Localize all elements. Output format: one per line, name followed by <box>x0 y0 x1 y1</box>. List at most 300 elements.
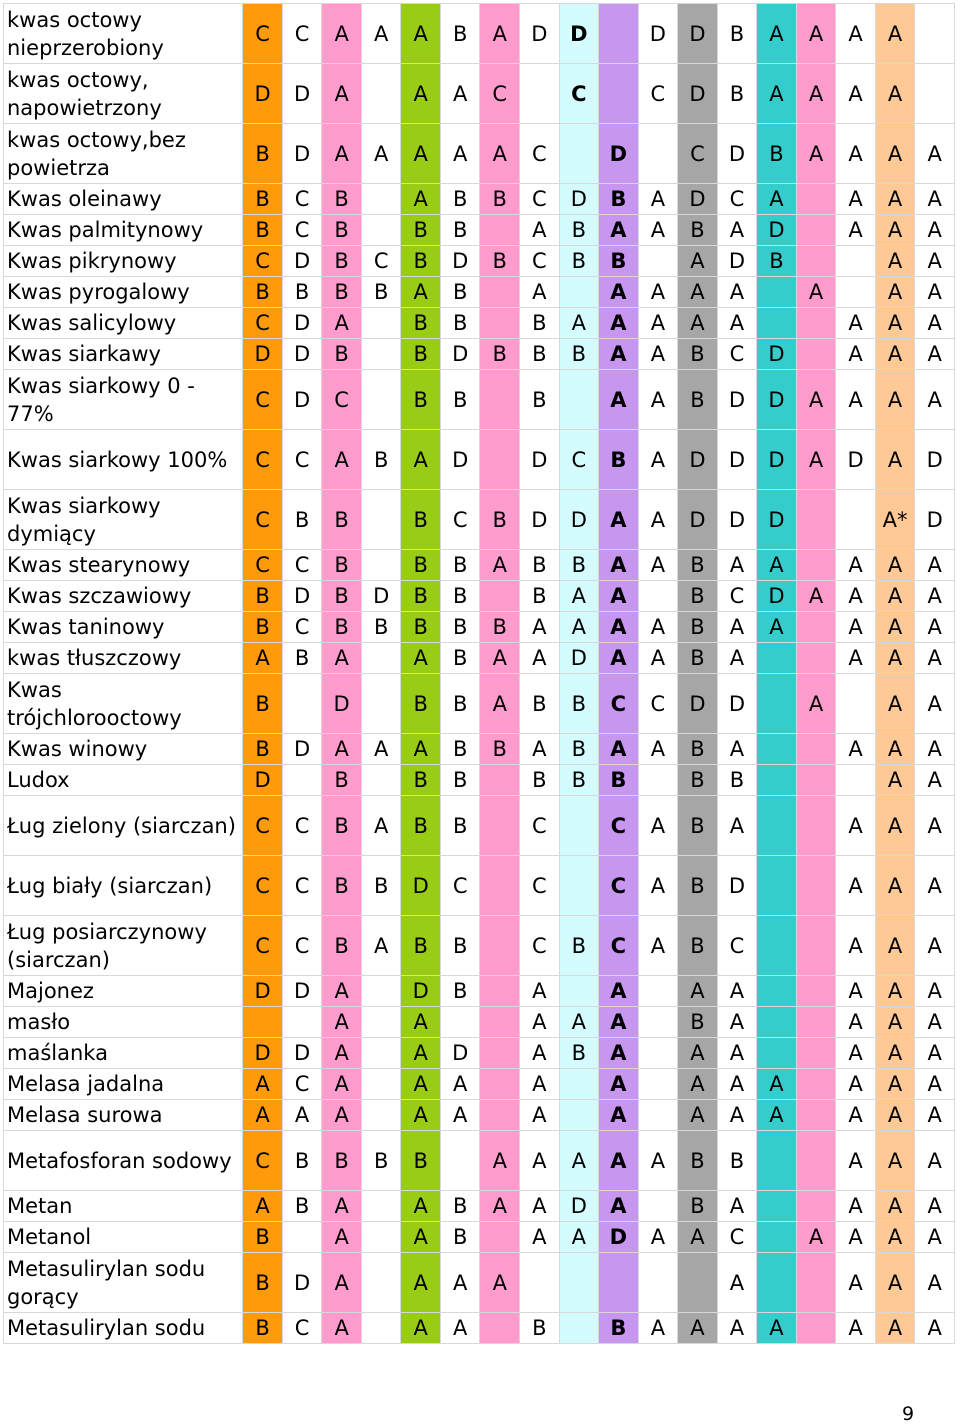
rating-cell: A <box>717 1038 757 1069</box>
rating-cell <box>559 1100 599 1131</box>
rating-cell: A <box>520 734 560 765</box>
rating-cell <box>440 1131 480 1191</box>
rating-cell: B <box>282 490 322 550</box>
rating-cell: A <box>875 124 915 184</box>
rating-cell: A <box>322 124 362 184</box>
rating-cell: A <box>638 1313 678 1344</box>
rating-cell <box>796 734 836 765</box>
rating-cell: B <box>282 643 322 674</box>
rating-cell: B <box>322 246 362 277</box>
rating-cell: B <box>322 215 362 246</box>
rating-cell: A <box>717 612 757 643</box>
rating-cell <box>757 796 797 856</box>
rating-cell: A <box>678 1069 718 1100</box>
rating-cell: A <box>401 430 441 490</box>
rating-cell: A <box>757 1069 797 1100</box>
rating-cell: A <box>559 1131 599 1191</box>
rating-cell: A <box>915 734 955 765</box>
rating-cell: A <box>796 370 836 430</box>
substance-name: kwas octowy nieprzerobiony <box>4 4 243 64</box>
rating-cell: A <box>875 64 915 124</box>
rating-cell <box>796 916 836 976</box>
rating-cell: A <box>520 1038 560 1069</box>
table-row <box>4 430 955 490</box>
rating-cell: C <box>243 370 283 430</box>
rating-cell: B <box>243 277 283 308</box>
rating-cell <box>638 1007 678 1038</box>
rating-cell: B <box>243 612 283 643</box>
rating-cell: B <box>520 581 560 612</box>
rating-cell: A <box>836 550 876 581</box>
rating-cell: A <box>322 976 362 1007</box>
rating-cell: B <box>717 64 757 124</box>
rating-cell: A* <box>875 490 915 550</box>
rating-cell: D <box>243 1038 283 1069</box>
rating-cell: A <box>796 674 836 734</box>
rating-cell: A <box>638 339 678 370</box>
rating-cell: A <box>322 643 362 674</box>
rating-cell: B <box>520 550 560 581</box>
substance-name: Ług biały (siarczan) <box>4 856 243 916</box>
rating-cell: B <box>243 581 283 612</box>
substance-name: kwas octowy, napowietrzony <box>4 64 243 124</box>
substance-name: Kwas palmitynowy <box>4 215 243 246</box>
rating-cell: C <box>520 246 560 277</box>
rating-cell <box>480 916 520 976</box>
rating-cell <box>361 1007 401 1038</box>
rating-cell: D <box>440 430 480 490</box>
rating-cell <box>757 1191 797 1222</box>
rating-cell: A <box>875 4 915 64</box>
rating-cell: D <box>559 643 599 674</box>
rating-cell: C <box>520 796 560 856</box>
rating-cell <box>361 550 401 581</box>
substance-name: Kwas siarkawy <box>4 339 243 370</box>
rating-cell: A <box>757 4 797 64</box>
substance-name: Kwas stearynowy <box>4 550 243 581</box>
rating-cell: A <box>836 184 876 215</box>
substance-name: masło <box>4 1007 243 1038</box>
substance-name: Metasulirylan sodu <box>4 1313 243 1344</box>
substance-name: Kwas salicylowy <box>4 308 243 339</box>
rating-cell: B <box>440 4 480 64</box>
rating-cell <box>599 1253 639 1313</box>
rating-cell <box>796 308 836 339</box>
rating-cell: A <box>599 1191 639 1222</box>
substance-name: kwas tłuszczowy <box>4 643 243 674</box>
rating-cell: A <box>638 184 678 215</box>
rating-cell: A <box>638 370 678 430</box>
rating-cell: A <box>401 1253 441 1313</box>
rating-cell: B <box>440 643 480 674</box>
rating-cell: A <box>440 1069 480 1100</box>
rating-cell: A <box>599 976 639 1007</box>
rating-cell <box>480 581 520 612</box>
rating-cell: B <box>282 1191 322 1222</box>
rating-cell: A <box>915 581 955 612</box>
rating-cell: B <box>440 1222 480 1253</box>
rating-cell: A <box>480 1131 520 1191</box>
rating-cell <box>480 1100 520 1131</box>
rating-cell: A <box>282 1100 322 1131</box>
rating-cell: C <box>322 370 362 430</box>
rating-cell: A <box>480 550 520 581</box>
rating-cell <box>757 765 797 796</box>
rating-cell <box>796 1100 836 1131</box>
substance-name: Ług posiarczynowy (siarczan) <box>4 916 243 976</box>
rating-cell: B <box>401 916 441 976</box>
rating-cell: A <box>322 1007 362 1038</box>
rating-cell: C <box>599 674 639 734</box>
rating-cell <box>361 976 401 1007</box>
rating-cell: B <box>520 308 560 339</box>
rating-cell: A <box>401 1038 441 1069</box>
rating-cell: B <box>440 215 480 246</box>
rating-cell: A <box>915 124 955 184</box>
rating-cell: D <box>717 370 757 430</box>
rating-cell: B <box>678 1191 718 1222</box>
rating-cell <box>638 1253 678 1313</box>
table-row <box>4 64 955 124</box>
rating-cell: B <box>440 734 480 765</box>
rating-cell: A <box>717 1007 757 1038</box>
rating-cell <box>796 215 836 246</box>
rating-cell <box>796 490 836 550</box>
rating-cell: A <box>559 308 599 339</box>
table-row <box>4 277 955 308</box>
rating-cell: A <box>836 370 876 430</box>
rating-cell: B <box>401 1131 441 1191</box>
rating-cell: B <box>401 581 441 612</box>
rating-cell: D <box>401 976 441 1007</box>
rating-cell: D <box>915 430 955 490</box>
rating-cell <box>361 215 401 246</box>
rating-cell: A <box>361 916 401 976</box>
rating-cell <box>796 1131 836 1191</box>
table-row <box>4 765 955 796</box>
rating-cell: C <box>559 64 599 124</box>
rating-cell: A <box>915 215 955 246</box>
rating-cell: A <box>717 796 757 856</box>
rating-cell <box>559 1253 599 1313</box>
rating-cell: A <box>599 612 639 643</box>
rating-cell: A <box>875 1007 915 1038</box>
rating-cell: A <box>796 277 836 308</box>
rating-cell: A <box>875 246 915 277</box>
rating-cell: B <box>322 550 362 581</box>
rating-cell: A <box>875 581 915 612</box>
rating-cell: A <box>836 916 876 976</box>
rating-cell: A <box>796 64 836 124</box>
rating-cell <box>559 124 599 184</box>
rating-cell: C <box>559 430 599 490</box>
table-row <box>4 1100 955 1131</box>
rating-cell: A <box>440 124 480 184</box>
rating-cell: A <box>401 734 441 765</box>
rating-cell: A <box>638 430 678 490</box>
rating-cell: A <box>717 976 757 1007</box>
rating-cell: A <box>717 215 757 246</box>
rating-cell <box>480 308 520 339</box>
rating-cell: B <box>440 976 480 1007</box>
rating-cell <box>757 1253 797 1313</box>
rating-cell: B <box>440 184 480 215</box>
rating-cell: A <box>638 550 678 581</box>
rating-cell: B <box>322 856 362 916</box>
rating-cell: A <box>638 612 678 643</box>
rating-cell: B <box>440 796 480 856</box>
rating-cell <box>757 1222 797 1253</box>
rating-cell: A <box>243 643 283 674</box>
rating-cell: B <box>401 339 441 370</box>
rating-cell: D <box>401 856 441 916</box>
rating-cell: B <box>243 674 283 734</box>
rating-cell: A <box>401 4 441 64</box>
rating-cell: A <box>915 1038 955 1069</box>
rating-cell: B <box>401 612 441 643</box>
rating-cell: A <box>678 246 718 277</box>
rating-cell <box>361 339 401 370</box>
rating-cell: C <box>243 430 283 490</box>
rating-cell: A <box>915 308 955 339</box>
rating-cell: A <box>875 1191 915 1222</box>
rating-cell: B <box>678 856 718 916</box>
rating-cell: C <box>440 490 480 550</box>
rating-cell: A <box>322 1253 362 1313</box>
rating-cell <box>361 1069 401 1100</box>
rating-cell <box>361 1191 401 1222</box>
rating-cell: A <box>836 308 876 339</box>
rating-cell: B <box>401 370 441 430</box>
rating-cell <box>361 184 401 215</box>
rating-cell: A <box>401 1100 441 1131</box>
rating-cell: D <box>757 339 797 370</box>
rating-cell: A <box>520 277 560 308</box>
rating-cell: A <box>401 1313 441 1344</box>
table-row <box>4 1038 955 1069</box>
rating-cell: A <box>638 215 678 246</box>
rating-cell: A <box>915 856 955 916</box>
rating-cell: A <box>520 1222 560 1253</box>
rating-cell: A <box>599 1100 639 1131</box>
substance-name: Melasa surowa <box>4 1100 243 1131</box>
rating-cell: A <box>875 1038 915 1069</box>
rating-cell <box>757 643 797 674</box>
rating-cell: B <box>440 277 480 308</box>
rating-cell: A <box>875 612 915 643</box>
rating-cell <box>796 796 836 856</box>
rating-cell: B <box>480 734 520 765</box>
rating-cell: B <box>717 1131 757 1191</box>
rating-cell <box>638 581 678 612</box>
table-row <box>4 215 955 246</box>
rating-cell: A <box>599 581 639 612</box>
rating-cell: B <box>599 184 639 215</box>
rating-cell: A <box>875 370 915 430</box>
rating-cell: B <box>678 916 718 976</box>
rating-cell: A <box>915 1069 955 1100</box>
rating-cell: D <box>282 581 322 612</box>
rating-cell: A <box>836 976 876 1007</box>
table-row <box>4 1007 955 1038</box>
table-row <box>4 490 955 550</box>
rating-cell: B <box>243 215 283 246</box>
rating-cell <box>757 1007 797 1038</box>
rating-cell: C <box>282 550 322 581</box>
rating-cell: D <box>717 246 757 277</box>
rating-cell <box>480 1313 520 1344</box>
rating-cell: D <box>559 184 599 215</box>
rating-cell: D <box>282 1253 322 1313</box>
rating-cell: A <box>875 1253 915 1313</box>
rating-cell: A <box>915 1100 955 1131</box>
rating-cell <box>796 1191 836 1222</box>
rating-cell: C <box>243 856 283 916</box>
substance-name: Metasulirylan sodu gorący <box>4 1253 243 1313</box>
rating-cell: D <box>757 370 797 430</box>
rating-cell: C <box>717 184 757 215</box>
rating-cell: A <box>875 550 915 581</box>
rating-cell <box>361 1313 401 1344</box>
rating-cell: A <box>480 643 520 674</box>
rating-cell: B <box>243 1253 283 1313</box>
rating-cell: C <box>282 4 322 64</box>
rating-cell: A <box>322 1069 362 1100</box>
rating-cell <box>559 856 599 916</box>
rating-cell: D <box>678 674 718 734</box>
table-row <box>4 550 955 581</box>
rating-cell <box>480 1038 520 1069</box>
rating-cell <box>796 246 836 277</box>
table-row <box>4 339 955 370</box>
rating-cell: C <box>282 1313 322 1344</box>
rating-cell: B <box>757 124 797 184</box>
rating-cell: A <box>322 430 362 490</box>
rating-cell <box>796 976 836 1007</box>
rating-cell: A <box>836 1007 876 1038</box>
rating-cell <box>796 184 836 215</box>
rating-cell: A <box>836 643 876 674</box>
rating-cell: A <box>836 1313 876 1344</box>
substance-name: Kwas pyrogalowy <box>4 277 243 308</box>
rating-cell: A <box>836 856 876 916</box>
table-row <box>4 643 955 674</box>
rating-cell: A <box>836 734 876 765</box>
rating-cell: D <box>836 430 876 490</box>
rating-cell <box>480 976 520 1007</box>
rating-cell: B <box>559 1038 599 1069</box>
rating-cell: D <box>599 1222 639 1253</box>
rating-cell: A <box>717 1313 757 1344</box>
rating-cell: A <box>322 1222 362 1253</box>
rating-cell: A <box>875 308 915 339</box>
rating-cell: A <box>757 64 797 124</box>
rating-cell <box>480 765 520 796</box>
rating-cell: C <box>243 4 283 64</box>
rating-cell: B <box>440 550 480 581</box>
rating-cell <box>361 643 401 674</box>
rating-cell: B <box>678 612 718 643</box>
rating-cell: B <box>243 184 283 215</box>
table-row <box>4 4 955 64</box>
rating-cell <box>599 64 639 124</box>
rating-cell: C <box>243 308 283 339</box>
rating-cell: A <box>322 4 362 64</box>
rating-cell: B <box>520 339 560 370</box>
rating-cell <box>757 308 797 339</box>
rating-cell: B <box>559 339 599 370</box>
rating-cell: A <box>915 1131 955 1191</box>
rating-cell: A <box>796 4 836 64</box>
rating-cell: A <box>520 1191 560 1222</box>
rating-cell: D <box>243 765 283 796</box>
rating-cell: A <box>599 370 639 430</box>
rating-cell: A <box>836 1069 876 1100</box>
rating-cell: D <box>638 4 678 64</box>
rating-cell: D <box>678 4 718 64</box>
rating-cell: D <box>678 64 718 124</box>
rating-cell: C <box>717 581 757 612</box>
rating-cell: B <box>401 215 441 246</box>
rating-cell: B <box>243 1222 283 1253</box>
rating-cell <box>361 1100 401 1131</box>
rating-cell: A <box>836 1191 876 1222</box>
rating-cell: A <box>915 370 955 430</box>
rating-cell: A <box>322 1038 362 1069</box>
rating-cell: D <box>520 4 560 64</box>
rating-cell: A <box>599 339 639 370</box>
rating-cell: C <box>599 916 639 976</box>
rating-cell <box>757 277 797 308</box>
rating-cell: C <box>243 246 283 277</box>
rating-cell: A <box>875 765 915 796</box>
rating-cell: A <box>401 64 441 124</box>
rating-cell: B <box>361 277 401 308</box>
substance-name: maślanka <box>4 1038 243 1069</box>
rating-cell: D <box>599 124 639 184</box>
rating-cell: A <box>599 215 639 246</box>
rating-cell: B <box>520 674 560 734</box>
rating-cell: A <box>836 1100 876 1131</box>
rating-cell: A <box>559 1007 599 1038</box>
rating-cell: A <box>875 430 915 490</box>
rating-cell <box>796 1253 836 1313</box>
rating-cell <box>282 765 322 796</box>
rating-cell: B <box>440 1191 480 1222</box>
rating-cell: A <box>875 1100 915 1131</box>
substance-name: Kwas taninowy <box>4 612 243 643</box>
rating-cell: B <box>322 612 362 643</box>
rating-cell: B <box>559 674 599 734</box>
rating-cell: C <box>717 339 757 370</box>
rating-cell: A <box>875 184 915 215</box>
rating-cell: A <box>638 643 678 674</box>
rating-cell: B <box>322 1131 362 1191</box>
rating-cell: C <box>282 215 322 246</box>
rating-cell: B <box>678 1131 718 1191</box>
rating-cell: B <box>678 1007 718 1038</box>
rating-cell: A <box>836 1131 876 1191</box>
rating-cell <box>638 1069 678 1100</box>
rating-cell: A <box>757 184 797 215</box>
rating-cell: A <box>638 856 678 916</box>
rating-cell: B <box>440 765 480 796</box>
substance-name: Kwas siarkowy dymiący <box>4 490 243 550</box>
rating-cell: D <box>757 490 797 550</box>
rating-cell: A <box>638 490 678 550</box>
rating-cell: C <box>520 856 560 916</box>
rating-cell: B <box>599 765 639 796</box>
